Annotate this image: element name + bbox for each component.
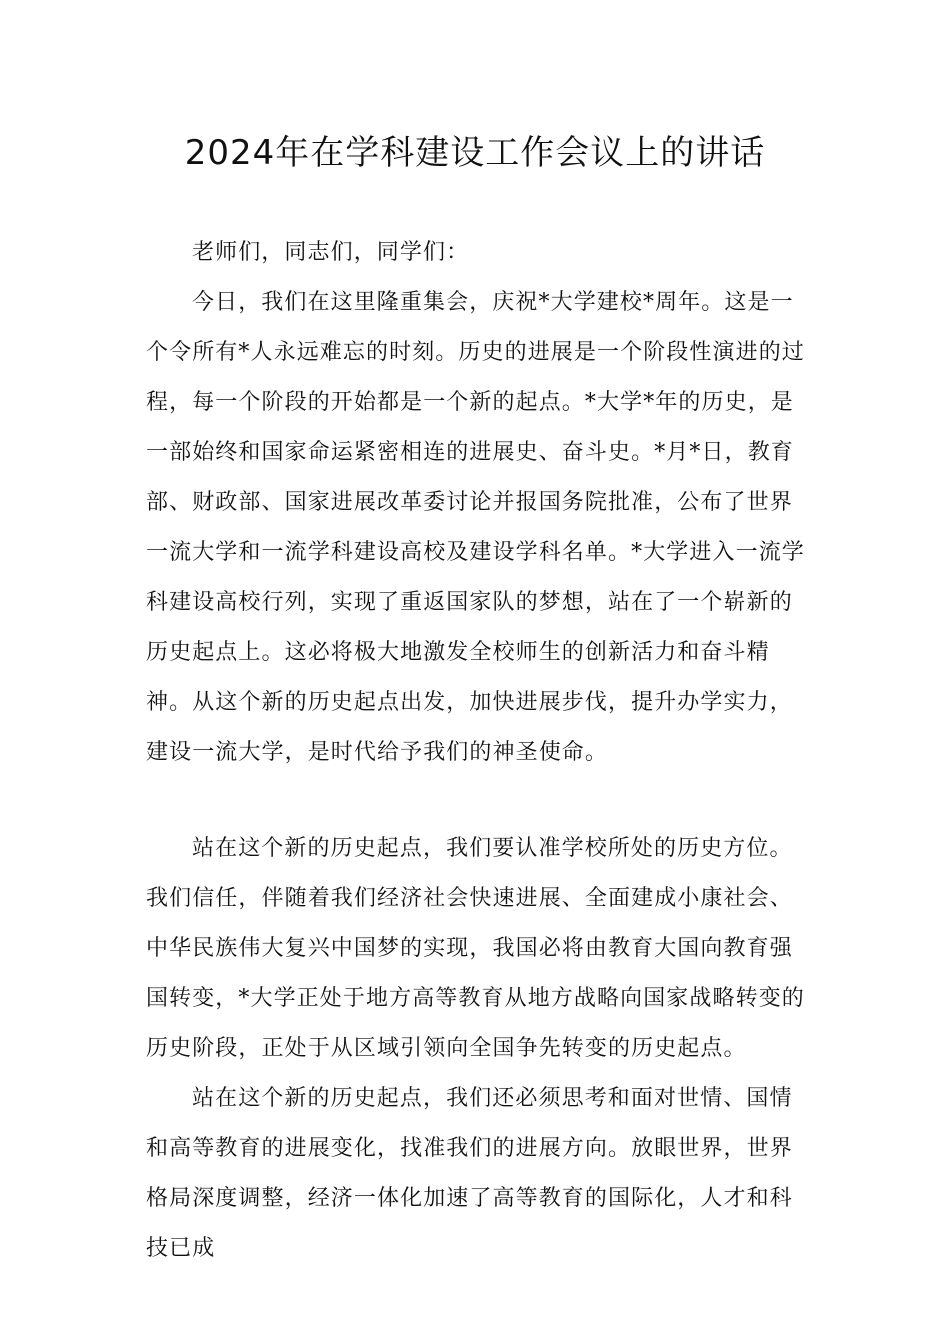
salutation-block — [146, 228, 814, 278]
paragraph-block-1 — [146, 278, 814, 778]
paragraph-block-2 — [146, 824, 814, 1274]
paragraph-1: 今日，我们在这里隆重集会，庆祝*大学建校*周年。这是一个令所有*人永远难忘的时刻。历史的进展是一个阶段性演进的过程，每一个阶段的开始都是一个新的起点。*大学*年的历史，是一部始终和国家命运紧密相连的进展史、奋斗史。*月*日，教育部、财政部、国家进展改革委讨论并报国务院批准，公布了世界一流大学和一流学科建设高校及建设学科名单。*大学进入一流学科建设高校行列，实现了重返国家队的梦想，站在了一个崭新的历史起点上。这必将极大地激发全校师生的创新活力和奋斗精神。从这个新的历史起点出发，加快进展步伐，提升办学实力，建设一流大学，是时代给予我们的神圣使命。 — [146, 290, 805, 765]
document-title: 2024年在学科建设工作会议上的讲话 — [184, 133, 766, 173]
salutation: 老师们，同志们，同学们： — [192, 240, 470, 265]
paragraph-2: 站在这个新的历史起点，我们要认准学校所处的历史方位。我们信任，伴随着我们经济社会快速进展、全面建成小康社会、中华民族伟大复兴中国梦的实现，我国必将由教育大国向教育强国转变，*大学正处于地方高等教育从地方战略向国家战略转变的历史阶段，正处于从区域引领向全国争先转变的历史起点。 — [146, 836, 805, 1061]
paragraph-3: 站在这个新的历史起点，我们还必须思考和面对世情、国情和高等教育的进展变化，找准我们的进展方向。放眼世界，世界格局深度调整，经济一体化加速了高等教育的国际化，人才和科技已成 — [146, 1086, 793, 1261]
